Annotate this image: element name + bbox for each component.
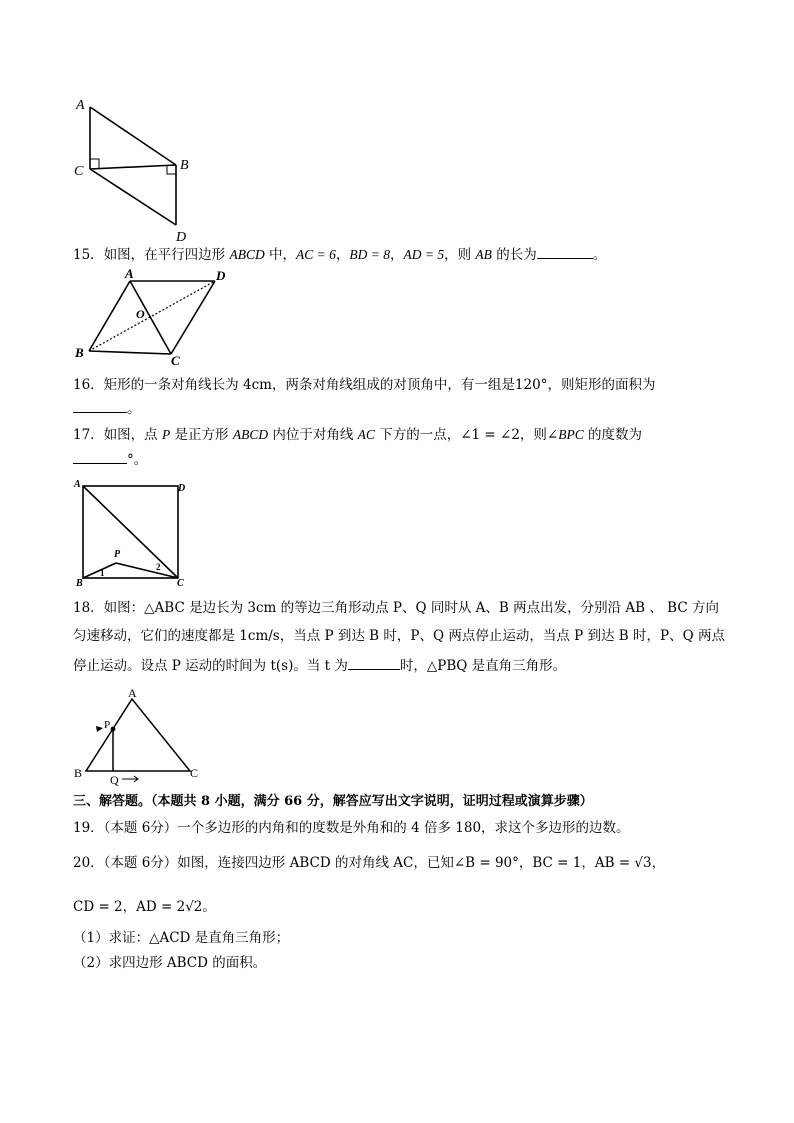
question-20-line1: 20．（本题 6分）如图，连接四边形 ABCD 的对角线 AC，已知∠B = 90°，BC = 1，AB = √3， [73,855,666,871]
label-A: A [76,98,85,113]
label-1: 1 [100,568,105,578]
label-C: C [74,164,84,179]
label-P: P [114,549,121,560]
label-2: 2 [156,562,161,572]
label-A: A [74,479,81,490]
question-19: 19．（本题 6分）一个多边形的内角和的度数是外角和的 4 倍多 180，求这个多边形的边数。 [73,820,630,836]
label-D: D [216,268,226,283]
answer-blank-18 [348,657,400,670]
label-D: D [178,483,186,494]
label-C: C [190,766,199,780]
question-16: 16．矩形的一条对角线长为 4cm，两条对角线组成的对顶角中，有一组是120°，则矩形的面积为 [73,377,656,393]
figure-q15 [70,268,230,368]
label-A: A [128,688,137,700]
question-20-line2: CD = 2，AD = 2√2。 [73,899,216,915]
label-B: B [75,345,84,360]
label-C: C [171,353,180,368]
label-C: C [177,578,184,588]
label-Q: Q [110,773,119,787]
figure-q18 [70,688,210,788]
label-P: P [104,719,111,731]
figure-q14 [70,95,200,245]
answer-blank-15 [537,246,593,259]
label-O: O [136,307,145,321]
label-D: D [176,230,187,245]
label-A: A [125,268,134,281]
question-20-part2: （2）求四边形 ABCD 的面积。 [73,955,267,971]
question-16-answer: 。 [73,400,141,418]
label-B: B [76,578,83,588]
question-20-part1: （1）求证：△ACD 是直角三角形； [73,930,290,946]
figure-q17 [70,476,195,588]
question-15: 15．如图，在平行四边形 ABCD 中，AC = 6，BD = 8，AD = 5，则 AB 的长为 。 [73,247,607,263]
question-17-answer: °。 [73,451,147,469]
question-18-line1: 18．如图：△ABC 是边长为 3cm 的等边三角形动点 P、Q 同时从 A、B 两点出发，分别沿 AB 、 BC 方向 [73,600,719,616]
section-heading: 三、解答题。（本题共 8 小题，满分 66 分，解答应写出文字说明，证明过程或演算步骤） [73,794,593,809]
label-B: B [180,158,189,173]
label-B: B [74,766,83,780]
question-18-line3: 停止运动。设点 P 运动的时间为 t(s)。当 t 为 时，△PBQ 是直角三角形。 [73,658,567,674]
answer-blank-17 [73,451,127,464]
question-18-line2: 匀速移动，它们的速度都是 1cm/s，当点 P 到达 B 时，P、Q 两点停止运动，当点 P 到达 B 时，P、Q 两点 [73,628,725,644]
question-17: 17．如图，点 P 是正方形 ABCD 内位于对角线 AC 下方的一点，∠1 = ∠2，则∠BPC 的度数为 [73,427,643,443]
answer-blank-16 [73,400,127,413]
